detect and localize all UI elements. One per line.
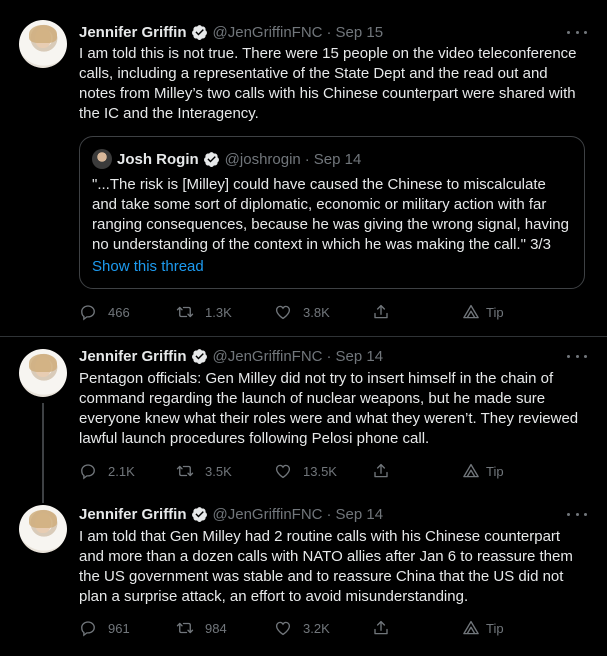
author-handle[interactable]: @JenGriffinFNC (212, 23, 323, 41)
separator-dot: · (326, 347, 332, 365)
tweet-3[interactable] (0, 497, 607, 656)
retweet-icon (176, 303, 194, 321)
share-icon (372, 303, 390, 321)
reply-count: 2.1K (108, 463, 135, 479)
share-button[interactable] (372, 618, 390, 638)
tip-label: Tip (486, 304, 504, 320)
reply-icon (79, 462, 97, 480)
tweet-header (79, 346, 383, 366)
more-icon[interactable] (567, 507, 587, 521)
reply-icon (79, 303, 97, 321)
retweet-button[interactable] (176, 302, 232, 322)
author-name[interactable]: Jennifer Griffin (79, 505, 187, 523)
author-handle[interactable]: @JenGriffinFNC (212, 505, 323, 523)
quote-author-name: Josh Rogin (117, 150, 199, 168)
share-icon (372, 619, 390, 637)
quote-header (117, 149, 361, 169)
like-icon (274, 462, 292, 480)
tweet-actions (79, 618, 519, 638)
avatar[interactable] (19, 349, 67, 397)
tweet-text: Pentagon officials: Gen Milley did not try to insert himself in the chain of command regarding the launch of nuclear weapons, but he made sure everyone knew what their roles were and what they weren’t. They reviewed lawful launch procedures following Pelosi phone call. (79, 370, 579, 447)
more-icon[interactable] (567, 349, 587, 363)
tip-button[interactable] (462, 302, 504, 322)
retweet-button[interactable] (176, 618, 227, 638)
author-name[interactable]: Jennifer Griffin (79, 23, 187, 41)
tweet-date[interactable]: Sep 14 (335, 347, 384, 365)
more-icon[interactable] (567, 25, 587, 39)
reply-button[interactable] (79, 302, 130, 322)
author-handle[interactable]: @JenGriffinFNC (212, 347, 323, 365)
quote-text: "...The risk is [Milley] could have caused the Chinese to miscalculate and take some sort of diplomatic, economic or military action with far ranging consequences, because he was giving the wrong signal, having no understanding of the context in which he was making the call." 3/3 (92, 176, 569, 253)
tip-label: Tip (486, 620, 504, 636)
tweet-date[interactable]: Sep 15 (335, 23, 384, 41)
like-count: 3.2K (303, 620, 330, 636)
reply-button[interactable] (79, 461, 135, 481)
retweet-button[interactable] (176, 461, 232, 481)
retweet-count: 3.5K (205, 463, 232, 479)
like-button[interactable] (274, 461, 337, 481)
tweet-date[interactable]: Sep 14 (335, 505, 384, 523)
like-count: 13.5K (303, 463, 337, 479)
tweet-text: I am told that Gen Milley had 2 routine calls with his Chinese counterpart and more than a dozen calls with NATO allies after Jan 6 to reassure them the US government was stable and to reassure China that the US did not plan a surprise attack, an effort to avoid misunderstanding. (79, 528, 573, 605)
retweet-icon (176, 619, 194, 637)
tip-button[interactable] (462, 461, 504, 481)
retweet-count: 1.3K (205, 304, 232, 320)
separator-dot: · (326, 505, 332, 523)
share-button[interactable] (372, 461, 390, 481)
quote-author-handle: @joshrogin (224, 150, 301, 168)
quote-date: Sep 14 (313, 150, 362, 168)
quoted-tweet[interactable] (79, 136, 585, 289)
retweet-count: 984 (205, 620, 227, 636)
separator-dot: · (304, 150, 310, 168)
like-icon (274, 619, 292, 637)
tweet-actions (79, 302, 519, 322)
tweet-text: I am told this is not true. There were 15 people on the video teleconference calls, including a representative of the State Dept and the read out and notes from Milley’s two calls with his Chinese counterpart were shared with the IC and the Interagency. (79, 45, 577, 122)
retweet-icon (176, 462, 194, 480)
tweet-header (79, 504, 383, 524)
reply-count: 961 (108, 620, 130, 636)
reply-icon (79, 619, 97, 637)
tip-label: Tip (486, 463, 504, 479)
verified-badge-icon (191, 24, 208, 41)
avatar[interactable] (19, 20, 67, 68)
tip-icon (462, 462, 480, 480)
reply-button[interactable] (79, 618, 130, 638)
reply-count: 466 (108, 304, 130, 320)
quote-avatar (92, 149, 112, 169)
tip-icon (462, 619, 480, 637)
tweet-header (79, 22, 383, 42)
like-button[interactable] (274, 302, 330, 322)
like-button[interactable] (274, 618, 330, 638)
show-thread-link[interactable]: Show this thread (92, 258, 204, 275)
author-name[interactable]: Jennifer Griffin (79, 347, 187, 365)
share-icon (372, 462, 390, 480)
verified-badge-icon (191, 506, 208, 523)
tip-button[interactable] (462, 618, 504, 638)
verified-badge-icon (191, 348, 208, 365)
separator-dot: · (326, 23, 332, 41)
verified-badge-icon (203, 151, 220, 168)
like-count: 3.8K (303, 304, 330, 320)
tweet-actions (79, 461, 519, 481)
share-button[interactable] (372, 302, 390, 322)
tip-icon (462, 303, 480, 321)
avatar[interactable] (19, 505, 67, 553)
like-icon (274, 303, 292, 321)
tweet-2[interactable] (0, 337, 607, 497)
